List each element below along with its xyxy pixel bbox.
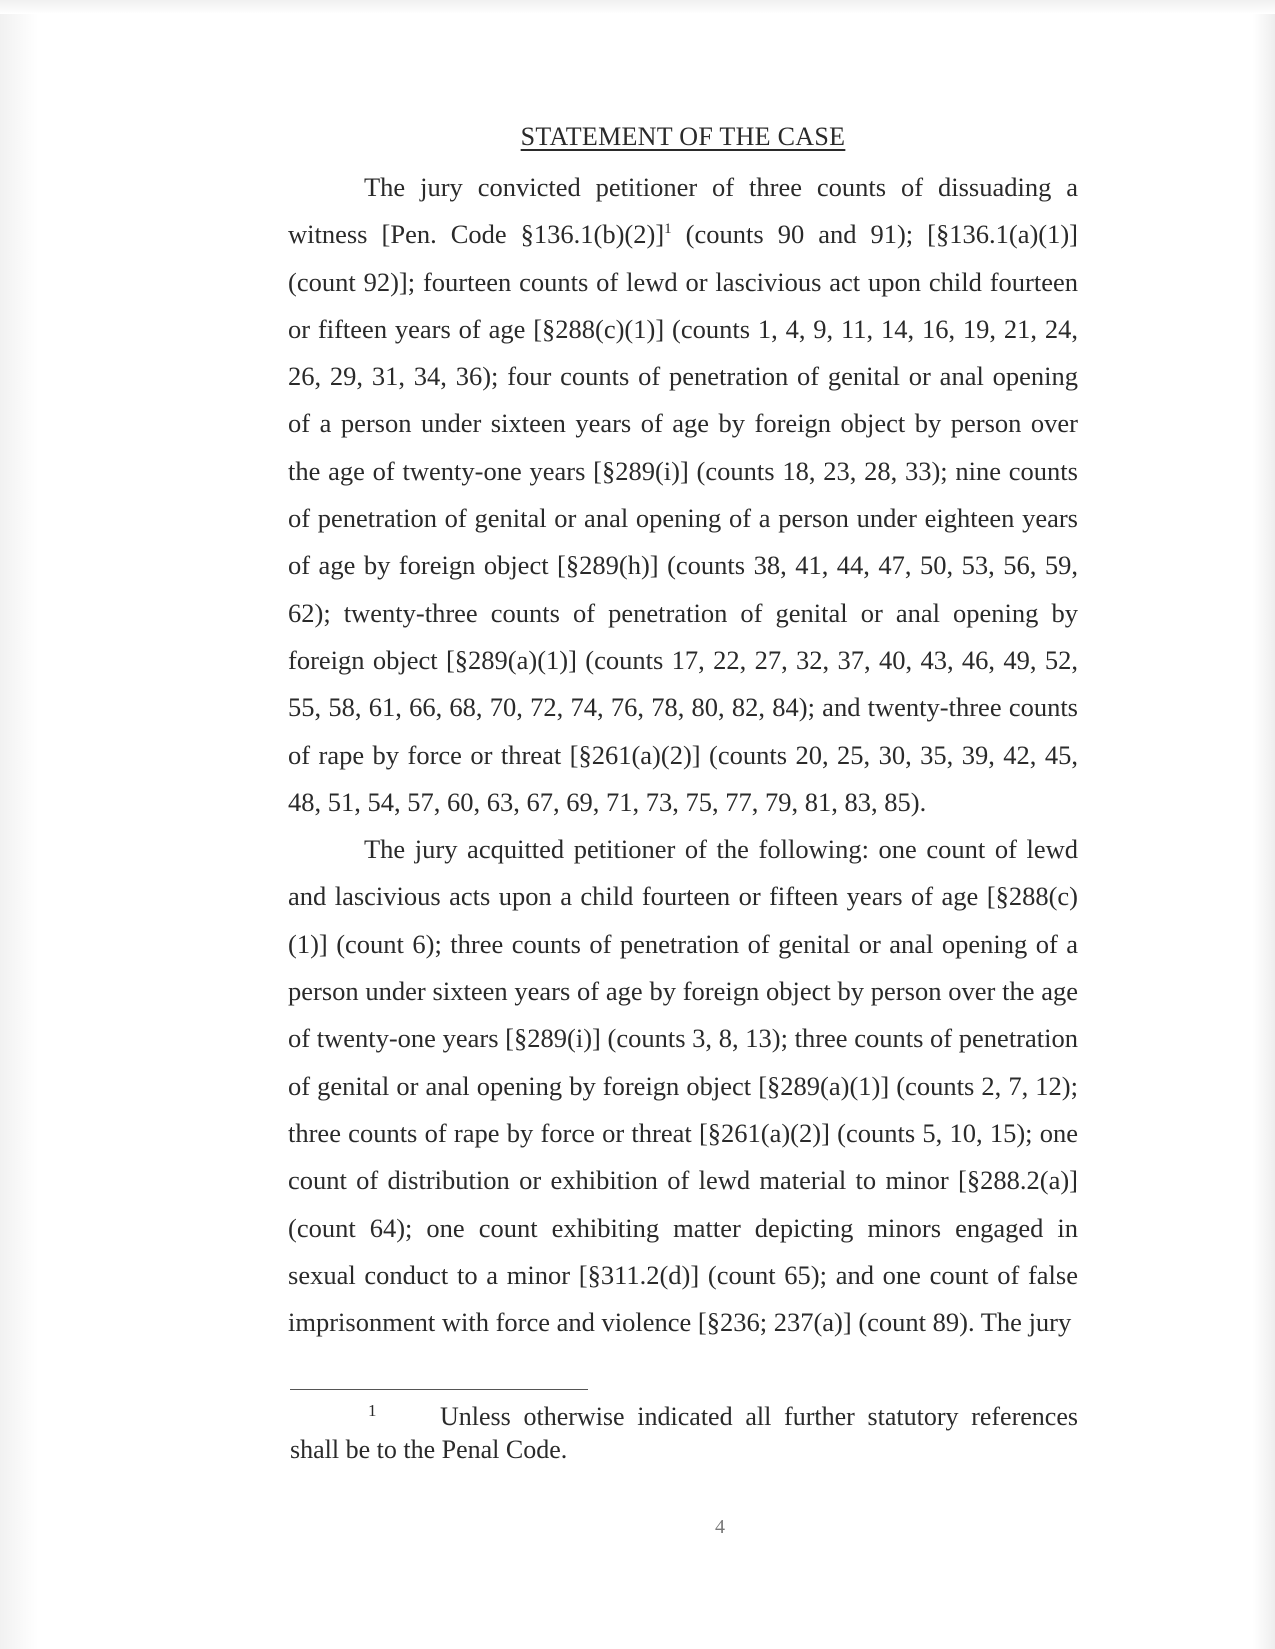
footnote-reference: 1 — [664, 221, 672, 238]
scan-shadow-top — [0, 0, 1275, 14]
paragraph-convictions-text-continued: (counts 90 and 91); [§136.1(a)(1)] (count 92)]; fourteen counts of lewd or lascivious act upon child fourteen or fifteen years of age [§288(c)(1)] (counts 1, 4, 9, 11, 14, 16, 19, 21, 24, 26, 29, 31, 34, 36); four counts of penetration of genital or anal opening of a person under sixteen years of age by foreign object by person over the age of twenty-one years [§289(i)] (counts 18, 23, 28, 33); nine counts of penetration of genital or anal opening of a person under eighteen years of age by foreign object [§289(h)] (counts 38, 41, 44, 47, 50, 53, 56, 59, 62); twenty-three counts of penetration of genital or anal opening by foreign object [§289(a)(1)] (counts 17, 22, 27, 32, 37, 40, 43, 46, 49, 52, 55, 58, 61, 66, 68, 70, 72, 74, 76, 78, 80, 82, 84); and twenty-three counts of rape by force or threat [§261(a)(2)] (counts 20, 25, 30, 35, 39, 42, 45, 48, 51, 54, 57, 60, 63, 67, 69, 71, 73, 75, 77, 79, 81, 83, 85). — [288, 219, 1079, 817]
scan-shadow-right — [1253, 0, 1275, 1649]
footnote-text: Unless otherwise indicated all further statutory references shall be to the Penal Code. — [290, 1402, 1078, 1464]
page-number: 4 — [715, 1516, 725, 1538]
paragraph-acquittals: The jury acquitted petitioner of the following: one count of lewd and lascivious acts upon a child fourteen or fifteen years of age [§288(c)(1)] (count 6); three counts of penetration of genital or anal opening of a person under sixteen years of age by foreign object by person over the age of twenty-one years [§289(i)] (counts 3, 8, 13); three counts of penetration of genital or anal opening by foreign object [§289(a)(1)] (counts 2, 7, 12); three counts of rape by force or threat [§261(a)(2)] (counts 5, 10, 15); one count of distribution or exhibition of lewd material to minor [§288.2(a)] (count 64); one count exhibiting matter depicting minors engaged in sexual conduct to a minor [§311.2(d)] (count 65); and one count of false imprisonment with force and violence [§236; 237(a)] (count 89). The jury — [288, 834, 1078, 1338]
scan-shadow-left — [0, 0, 38, 1649]
body-text — [288, 164, 1078, 1346]
footnote — [290, 1400, 1078, 1466]
footnote-separator — [290, 1389, 588, 1390]
footnote-number: 1 — [368, 1401, 377, 1420]
paragraph-convictions-text: The jury convicted petitioner of three counts of dissuading a witness [Pen. Code §136.1(b)(2)] — [288, 172, 1078, 250]
paragraph-convictions — [288, 164, 1078, 826]
section-heading: STATEMENT OF THE CASE — [520, 122, 846, 151]
